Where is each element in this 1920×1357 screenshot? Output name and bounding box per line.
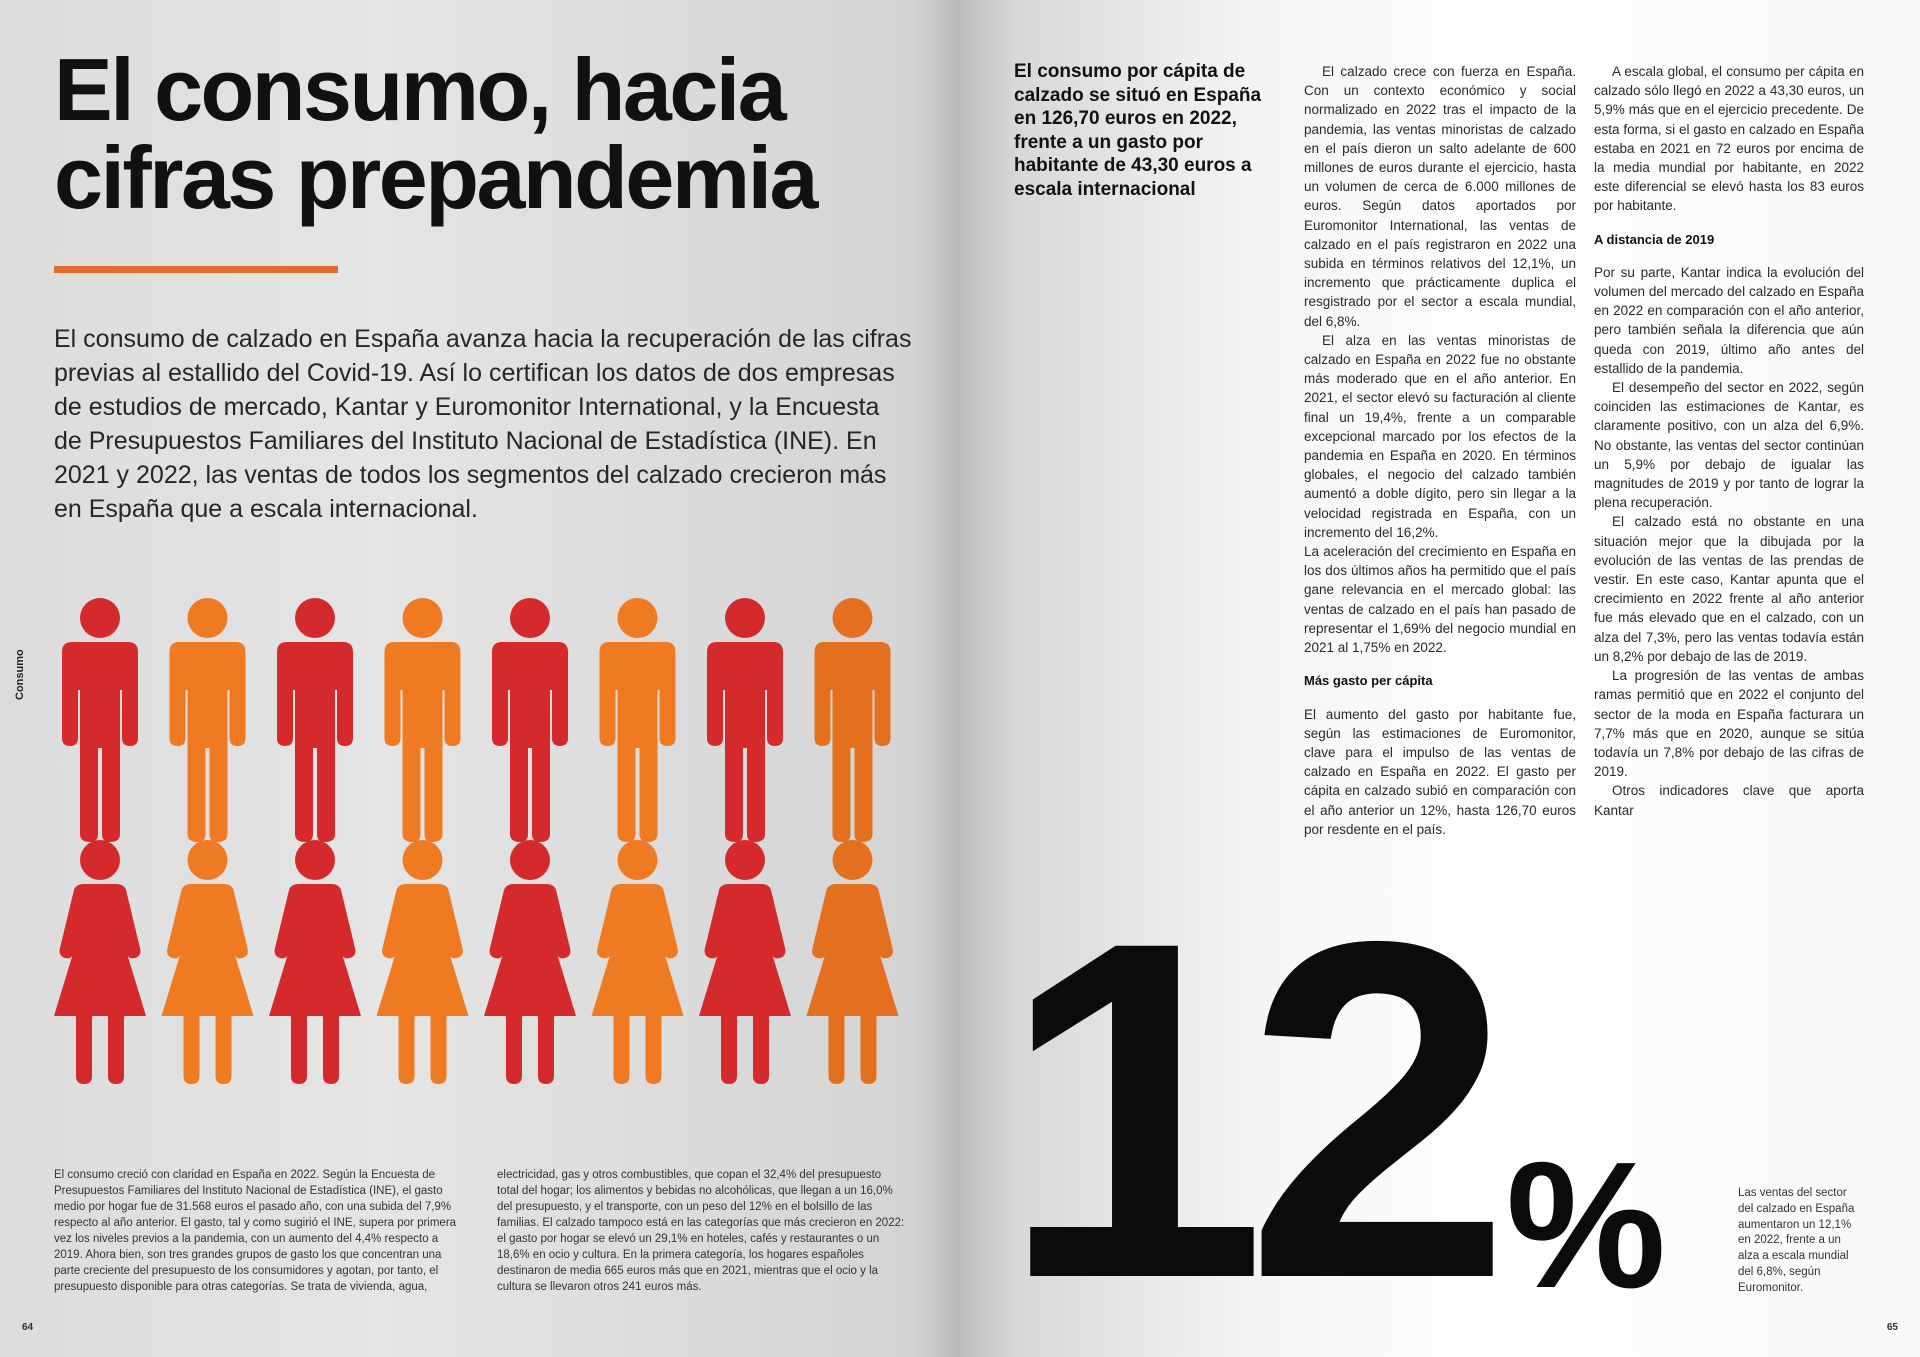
col1-subheading: Más gasto per cápita	[1304, 673, 1433, 689]
side-note: Las ventas del sector del calzado en España aumentaron un 12,1% en 2022, frente a un alza a escala mundial del 6,8%, según Euromonitor.	[1738, 1187, 1855, 1294]
caption-columns	[54, 1167, 906, 1295]
person-female-icon	[699, 840, 791, 1084]
big-number: 12	[1000, 841, 1490, 1357]
caption-column-2: electricidad, gas y otros combustibles, que copan el 32,4% del presupuesto total del hogar; los alimentos y bebidas no alcohólicas, que llegan a un 16,0% del presupuesto, y el transporte, con un peso del 12% en el bolsillo de las familias. El calzado tampoco está en las categorías que más crecieron en 2022: el gasto por hogar se elevó un 29,1% en hoteles, cafés y restaurantes o un 18,6% en ocio y cultura. En la primera categoría, los hogares españoles destinaron de media 665 euros más que en 2021, mientras que el ocio y la cultura se llevaron otros 241 euros más.	[497, 1169, 905, 1293]
person-male-icon	[815, 598, 891, 842]
page-number-left: 64	[22, 1322, 34, 1333]
person-female-icon	[54, 840, 146, 1084]
person-female-icon	[377, 840, 469, 1084]
text-column-2	[1594, 62, 1864, 820]
col1-paragraph-1: El calzado crece con fuerza en España. Con un contexto económico y social normalizado en 2022 tras el impacto de la pandemia, las ventas minoristas de calzado en el país dieron un salto adelante de 600 millones de euros durante el ejercicio, hasta un volumen de cerca de 6.000 millones de euros. Según datos aportados por Euromonitor International, las ventas de calzado en el país registraron en 2022 una subida en términos relativos del 12,1%, un incremento que prácticamente duplica el resgistrado por el sector a escala mundial, del 6,8%.	[1304, 64, 1576, 329]
person-female-icon	[162, 840, 254, 1084]
headline	[54, 40, 914, 227]
caption-column-1: El consumo creció con claridad en España en 2022. Según la Encuesta de Presupuestos Familiares del Instituto Nacional de Estadística (INE), el gasto medio por hogar fue de 31.568 euros el pasado año, con una subida del 7,9% respecto al año anterior. El gasto, tal y como sugirió el INE, supera por primera vez los niveles previos a la pandemia, con un aumento del 4,4% respecto a 2019. Ahora bien, son tres grandes grupos de gasto los que concentran una parte creciente del presupuesto de los consumidores y agotan, por tanto, el presupuesto disponible para otras categorías. Se trata de vivienda, agua,	[54, 1169, 457, 1293]
col2-paragraph-3: El desempeño del sector en 2022, según coinciden las estimaciones de Kantar, es claramente positivo, con un alza del 6,9%. No obstante, las ventas del sector continúan un 5,9% por debajo de igualar las magnitudes de 2019 y por tanto de lograr la plena recuperación.	[1594, 380, 1864, 511]
col2-paragraph-1: A escala global, el consumo per cápita en calzado sólo llegó en 2022 a 43,30 euros, un 5,9% más que en el ejercicio precedente. De esta forma, si el gasto en calzado en España estaba en 2021 en 72 euros por encima de la media mundial por habitante, en 2022 este diferencial se elevó hasta los 83 euros por habitante.	[1594, 64, 1864, 214]
page-number-right: 65	[1886, 1322, 1898, 1333]
person-female-icon	[484, 840, 576, 1084]
pull-quote: El consumo por cápita de calzado se situó en España en 126,70 euros en 2022, frente a un gasto por habitante de 43,30 euros a escala internacional	[1014, 61, 1262, 200]
col1-paragraph-3: La aceleración del crecimiento en España en los dos últimos años ha permitido que el país gane relevancia en el mercado global: las ventas de calzado en el país han pasado de representar el 1,69% del negocio mundial en 2021 al 1,75% en 2022.	[1304, 544, 1576, 656]
accent-rule	[54, 266, 338, 273]
person-female-icon	[807, 840, 899, 1084]
right-page	[960, 0, 1920, 1357]
big-percent-sign: %	[1506, 1125, 1667, 1326]
people-illustration	[54, 598, 906, 1084]
person-male-icon	[600, 598, 676, 842]
person-female-icon	[592, 840, 684, 1084]
person-male-icon	[62, 598, 138, 842]
people-figures-svg	[54, 598, 906, 1084]
person-male-icon	[707, 598, 783, 842]
person-male-icon	[170, 598, 246, 842]
text-column-1	[1304, 62, 1576, 839]
section-label: Consumo	[14, 649, 26, 700]
col2-paragraph-5: La progresión de las ventas de ambas ramas permitió que en 2022 el conjunto del sector de la moda en España facturara un 7,7% más que en 2020, aunque se sitúa todavía un 7,8% por debajo de las cifras de 2019.	[1594, 668, 1864, 780]
col2-paragraph-4: El calzado está no obstante en una situación mejor que la dibujada por la evolución de las ventas de las prendas de vestir. En este caso, Kantar apunta que el crecimiento en 2022 frente al año anterior fue más elevado que en el calzado, con un alza del 7,3%, pero las ventas todavía están un 8,2% por debajo de las de 2019.	[1594, 514, 1864, 664]
person-male-icon	[277, 598, 353, 842]
col2-paragraph-6: Otros indicadores clave que aporta Kantar	[1594, 783, 1864, 818]
person-female-icon	[269, 840, 361, 1084]
col1-paragraph-4: El aumento del gasto por habitante fue, según las estimaciones de Euromonitor, clave para el impulso de las ventas de calzado en España en 2022. El gasto per cápita en calzado subió en comparación con el año anterior un 12%, hasta 126,70 euros por resdente en el país.	[1304, 706, 1576, 837]
col2-subheading: A distancia de 2019	[1594, 231, 1715, 247]
person-male-icon	[385, 598, 461, 842]
headline-line-2: cifras prepandemia	[54, 128, 816, 227]
person-male-icon	[492, 598, 568, 842]
col2-paragraph-2: Por su parte, Kantar indica la evolución del volumen del mercado del calzado en España en 2022 en comparación con el año anterior, pero también señala la diferencia que aún queda con 2019, último año antes del estallido de la pandemia.	[1594, 264, 1864, 376]
col1-paragraph-2: El alza en las ventas minoristas de calzado en España en 2022 fue no obstante más moderado que en el año anterior. En 2021, el sector elevó su facturación al cliente final un 19,4%, frente a un comparable excepcional marcado por los efectos de la pandemia en España en 2020. En términos globales, el negocio del calzado también aumentó a doble dígito, pero sin llegar a la velocidad registrada en España, con un incremento del 16,2%.	[1304, 332, 1576, 540]
lede-paragraph: El consumo de calzado en España avanza hacia la recuperación de las cifras previas al estallido del Covid-19. Así lo certifican los datos de dos empresas de estudios de mercado, Kantar y Euromonitor International, y la Encuesta de Presupuestos Familiares del Instituto Nacional de Estadística (INE). En 2021 y 2022, las ventas de todos los segmentos del calzado crecieron más en España que a escala internacional.	[54, 325, 912, 523]
headline-line-1: El consumo, hacia	[54, 40, 785, 139]
